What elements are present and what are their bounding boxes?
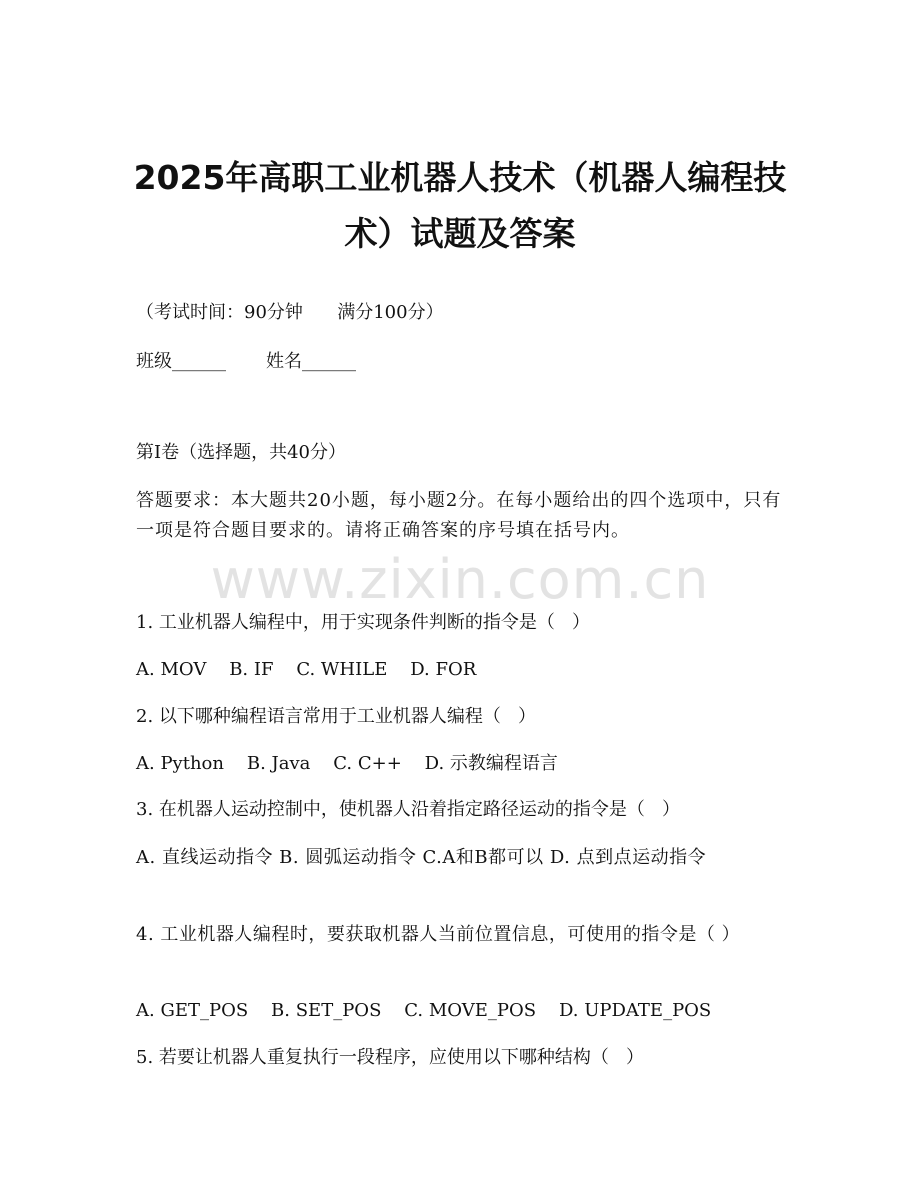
watermark: www.zixin.com.cn bbox=[210, 548, 710, 611]
instructions: 答题要求：本大题共20小题，每小题2分。在每小题给出的四个选项中，只有一项是符合题目要求的。请将正确答案的序号填在括号内。 bbox=[136, 490, 782, 541]
question-5-stem: 5. 若要让机器人重复执行一段程序，应使用以下哪种结构（ ） bbox=[136, 1047, 645, 1068]
question-2-options: A. Python B. Java C. C++ D. 示教编程语言 bbox=[136, 753, 558, 774]
question-4-stem: 4. 工业机器人编程时，要获取机器人当前位置信息，可使用的指令是（ ） bbox=[136, 924, 741, 945]
document-title bbox=[120, 150, 800, 262]
exam-info: （考试时间：90分钟 满分100分） bbox=[136, 302, 444, 323]
title-line-1: 2025年高职工业机器人技术（机器人编程技 bbox=[133, 158, 787, 197]
section-header: 第I卷（选择题，共40分） bbox=[136, 442, 347, 463]
title-line-2: 术）试题及答案 bbox=[344, 214, 576, 253]
question-2-stem: 2. 以下哪种编程语言常用于工业机器人编程（ ） bbox=[136, 706, 537, 727]
class-name-line: 班级______ 姓名______ bbox=[136, 351, 357, 372]
question-4-options: A. GET_POS B. SET_POS C. MOVE_POS D. UPDATE_POS bbox=[136, 1000, 712, 1021]
question-1-stem: 1. 工业机器人编程中，用于实现条件判断的指令是（ ） bbox=[136, 612, 591, 633]
question-3-stem: 3. 在机器人运动控制中，使机器人沿着指定路径运动的指令是（ ） bbox=[136, 799, 681, 820]
question-1-options: A. MOV B. IF C. WHILE D. FOR bbox=[136, 659, 477, 680]
question-3-options: A. 直线运动指令 B. 圆弧运动指令 C.A和B都可以 D. 点到点运动指令 bbox=[136, 847, 707, 868]
